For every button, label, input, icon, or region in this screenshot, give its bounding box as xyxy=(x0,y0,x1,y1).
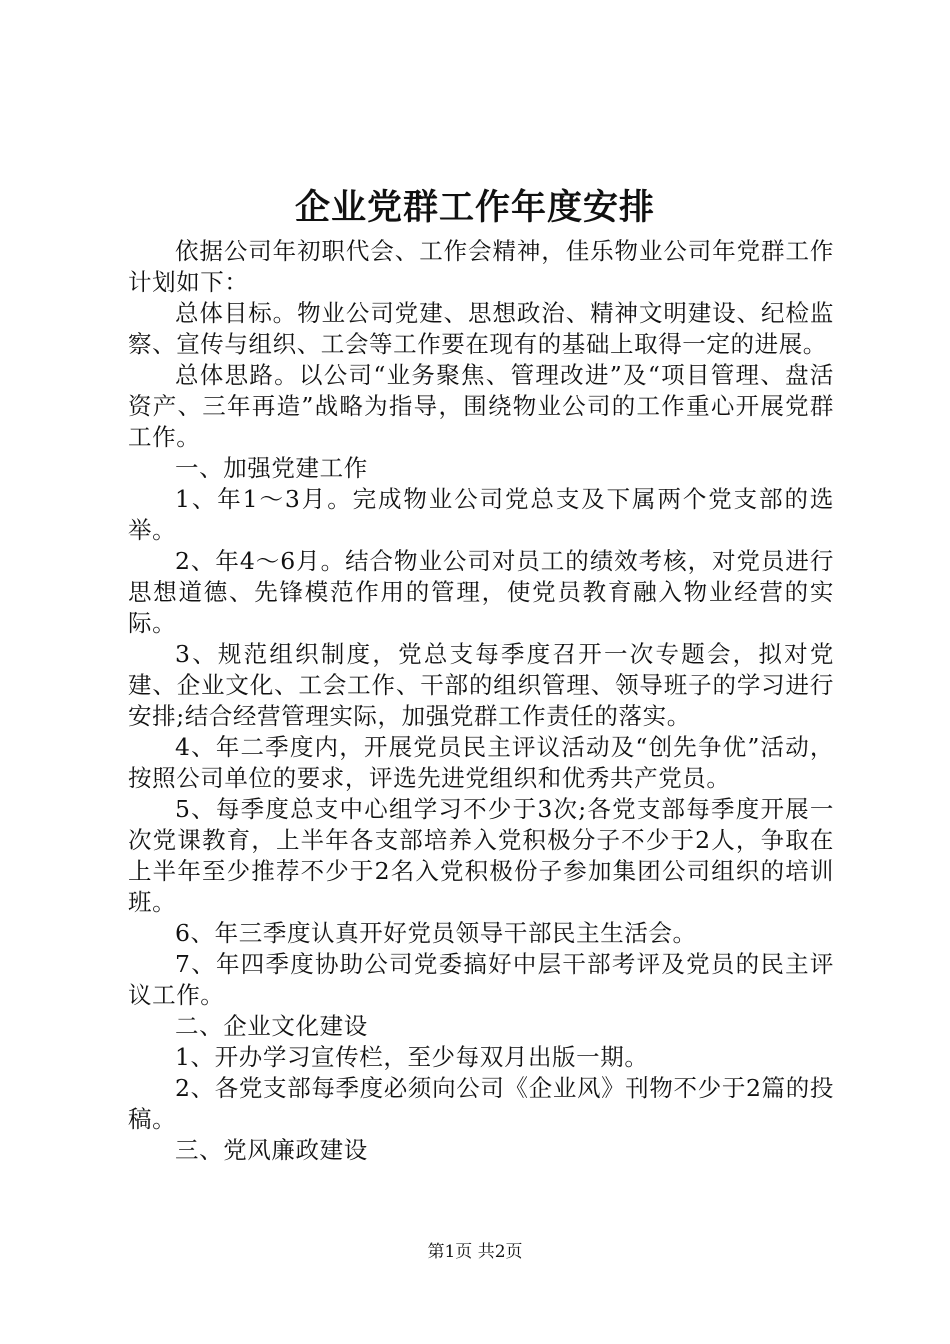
list-item: 2、各党支部每季度必须向公司《企业风》刊物不少于2篇的投稿。 xyxy=(128,1074,834,1133)
list-item: 1、开办学习宣传栏，至少每双月出版一期。 xyxy=(175,1043,649,1071)
section-heading-party-building: 一、加强党建工作 xyxy=(175,454,368,482)
list-item: 1、年1～3月。完成物业公司党总支及下属两个党支部的选举。 xyxy=(128,485,834,544)
list-item: 3、规范组织制度，党总支每季度召开一次专题会，拟对党建、企业文化、工会工作、干部的组织管理、领导班子的学习进行安排;结合经营管理实际，加强党群工作责任的落实。 xyxy=(128,640,834,730)
section-heading-integrity: 三、党风廉政建设 xyxy=(175,1136,368,1164)
list-item: 2、年4～6月。结合物业公司对员工的绩效考核，对党员进行思想道德、先锋模范作用的管理，使党员教育融入物业经营的实际。 xyxy=(128,547,834,637)
list-item: 5、每季度总支中心组学习不少于3次;各党支部每季度开展一次党课教育，上半年各支部培养入党积极分子不少于2人，争取在上半年至少推荐不少于2名入党积极份子参加集团公司组织的培训班。 xyxy=(128,795,834,916)
list-item: 4、年二季度内，开展党员民主评议活动及“创先争优”活动，按照公司单位的要求，评选先进党组织和优秀共产党员。 xyxy=(128,733,834,792)
paragraph-overall-goal: 总体目标。物业公司党建、思想政治、精神文明建设、纪检监察、宣传与组织、工会等工作要在现有的基础上取得一定的进展。 xyxy=(128,299,834,358)
paragraph-intro: 依据公司年初职代会、工作会精神，佳乐物业公司年党群工作计划如下： xyxy=(128,237,834,296)
paragraph-overall-approach: 总体思路。以公司“业务聚焦、管理改进”及“项目管理、盘活资产、三年再造”战略为指导，围绕物业公司的工作重心开展党群工作。 xyxy=(128,361,834,451)
list-item: 7、年四季度协助公司党委搞好中层干部考评及党员的民主评议工作。 xyxy=(128,950,834,1009)
document-body xyxy=(128,236,834,1166)
page-number-footer: 第1页 共2页 xyxy=(427,1242,523,1262)
list-item: 6、年三季度认真开好党员领导干部民主生活会。 xyxy=(175,919,697,947)
section-heading-corporate-culture: 二、企业文化建设 xyxy=(175,1012,368,1040)
document-title: 企业党群工作年度安排 xyxy=(294,187,655,228)
